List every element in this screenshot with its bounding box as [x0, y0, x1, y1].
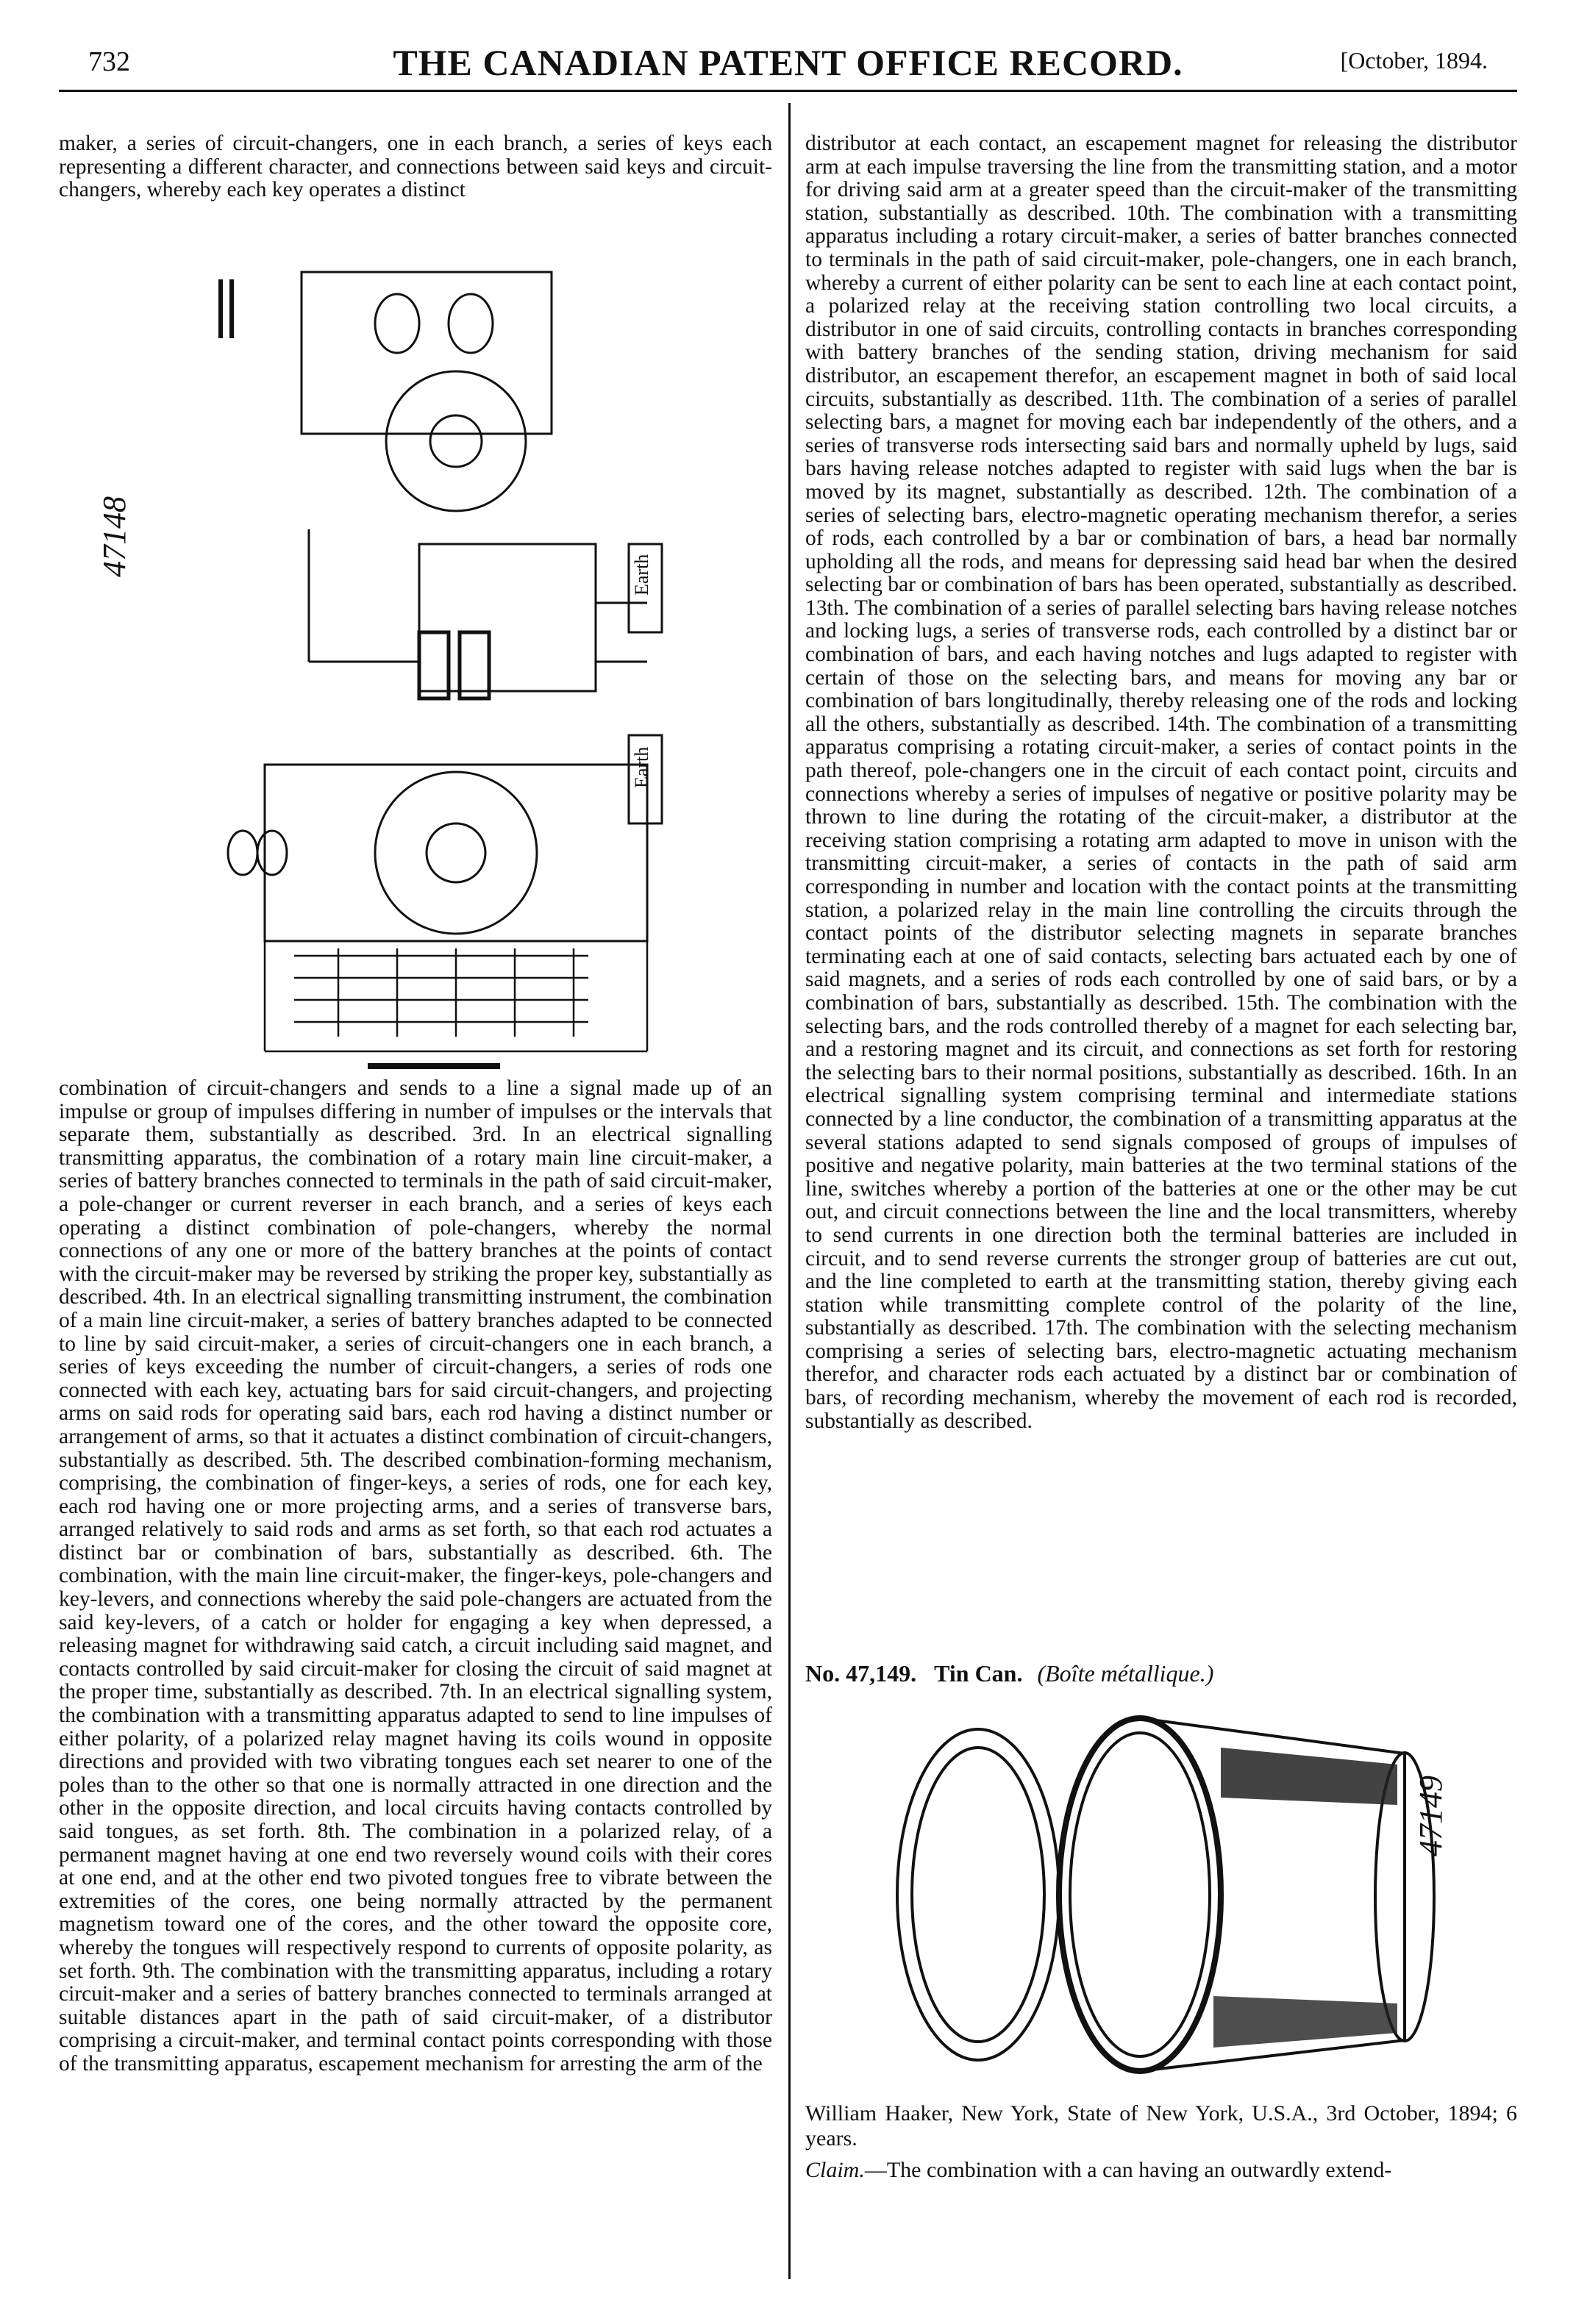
journal-title: THE CANADIAN PATENT OFFICE RECORD. — [393, 42, 1183, 83]
patent-drawing-47149 — [868, 1702, 1471, 2088]
page-header — [0, 0, 1576, 81]
patent-number: No. 47,149. — [805, 1660, 917, 1687]
left-column-top-text — [59, 132, 772, 202]
claim-text-paragraph: maker, a series of circuit-changers, one in each branch, a series of keys each representing a different character, and connections between said keys and circuit-changers, whereby each key operates a distinct — [59, 132, 772, 202]
earth-label-upper: Earth — [631, 554, 652, 596]
patent-heading-47149 — [805, 1660, 1517, 1687]
figure-number-label: 47148 — [96, 496, 132, 577]
patent-drawing-47148 — [96, 250, 691, 1081]
patent-title: Tin Can. — [934, 1660, 1023, 1687]
right-column-text — [805, 132, 1517, 1433]
can-lid — [897, 1729, 1059, 2060]
column-divider — [788, 103, 791, 2279]
earth-label-lower: Earth — [631, 746, 652, 788]
issue-date: [October, 1894. — [1340, 47, 1488, 74]
upper-circuit-maker-disc — [386, 371, 526, 511]
claim-label: Claim. — [805, 2158, 865, 2182]
claim-text-paragraph: distributor at each contact, an escapement magnet for releasing the distributor arm at each impulse traversing the line from the transmitting station, and a motor for driving said arm at a greater speed than the circuit-maker of the transmitting station, substantially as described. 10th. The combination with a transmitting apparatus including a rotary circuit-maker, a series of batter branches connected to terminals in the path of said circuit-maker, pole-changers, one in each branch, whereby a current of either polarity can be sent to each line at each contact point, a polarized relay at the receiving station controlling two local circuits, a distributor in one of said circuits, controlling contacts in branches corresponding with battery branches of the sending station, driving mechanism for said distributor, an escapement therefor, an escapement magnet in both of said local circuits, substantially as described. 11th. The combination of a series of parallel selecting bars, a magnet for moving each bar independently of the others, and a series of transverse rods intersecting said bars and normally upheld by lugs, said bars having release notches adapted to register with said lugs when the bar is moved by its magnet, substantially as described. 12th. The combination of a series of selecting bars, electro-magnetic operating mechanism therefor, a series of rods, each controlled by a bar or combination of bars, a head bar normally upholding all the rods, and means for depressing said head bar when the desired selecting bar or combination of bars has been operated, substantially as described. 13th. The combination of a series of parallel selecting bars having release notches and locking lugs, a series of transverse rods, each controlled by a distinct bar or combination of bars, and each having notches and lugs adapted to register with certain of those on the selecting bars, and means for moving any bar or combination of bars longitudinally, thereby releasing one of the rods and locking all the others, substantially as described. 14th. The combination of a transmitting apparatus comprising a rotating circuit-maker, a series of contact points in the path thereof, pole-changers one in the circuit of each contact point, circuits and connections whereby a series of impulses of negative or positive polarity may be thrown to line during the rotating of the circuit-maker, a distributor at the receiving station comprising a rotating arm adapted to move in unison with the transmitting circuit-maker, a series of contacts in the path of said arm corresponding in number and location with the contact points at the transmitting station, a polarized relay in the main line controlling the circuits through the contact points of the distributor selecting magnets in separate branches terminating each at one of said contacts, selecting bars actuated each by one of said magnets, and a series of rods each controlled by one of said bars, or by a combination of bars, substantially as described. 15th. The combination with the selecting bars, and the rods controlled thereby of a magnet for each selecting bar, and a restoring magnet and its circuit, and connections as set forth for restoring the selecting bars to their normal positions, substantially as described. 16th. In an electrical signalling system comprising terminal and intermediate stations connected by a line conductor, the combination of a transmitting apparatus at the several stations adapted to send signals composed of groups of impulses of positive and negative polarity, main batteries at the two terminal stations of the line, switches whereby a portion of the batteries at one or the other may be cut out, and circuit connections between the line and the local transmitters, whereby to send currents in one direction both the terminal batteries are included in circuit, and to send reverse currents the stronger group of batteries are cut out, and the line completed to earth at the transmitting station, thereby giving each station while transmitting complete control of the polarity of the line, substantially as described. 17th. The combination with the selecting mechanism comprising a series of selecting bars, electro-magnetic actuating mechanism therefor, and character rods each actuated by a distinct bar or combination of bars, of recording mechanism, whereby the movement of each rod is recorded, substantially as described. — [805, 132, 1517, 1433]
applicant-info: William Haaker, New York, State of New York, U.S.A., 3rd October, 1894; 6 years. — [805, 2101, 1517, 2150]
circuit-diagram — [177, 250, 691, 1081]
claim-start — [805, 2158, 1517, 2183]
patent-french-title: (Boîte métallique.) — [1037, 1660, 1214, 1687]
claim-text: —The combination with a can having an outwardly extend- — [864, 2158, 1392, 2182]
figure-number-label: 47149 — [1413, 1776, 1449, 1856]
page-number: 732 — [88, 46, 130, 77]
left-column-bottom-text — [59, 1077, 772, 2076]
claim-text-paragraph: combination of circuit-changers and sends to a line a signal made up of an impulse or group of impulses differing in number of impulses or the intervals that separate them, substantially as described. 3rd. In an electrical signalling transmitting apparatus, the combination of a rotary main line circuit-maker, a series of battery branches connected to terminals in the path of said circuit-maker, a pole-changer or current reverser in each branch, and a series of keys each operating a distinct combination of pole-changers, whereby the normal connections of any one or more of the battery branches at the points of contact with the circuit-maker may be reversed by striking the proper key, substantially as described. 4th. In an electrical signalling transmitting instrument, the combination of a main line circuit-maker, a series of battery branches adapted to be connected to line by said circuit-maker, a series of circuit-changers one in each branch, a series of keys exceeding the number of circuit-changers, a series of rods one connected with each key, actuating bars for said circuit-changers, and projecting arms on said rods for operating said bars, each rod having a distinct number or arrangement of arms, so that it actuates a distinct combination of circuit-changers, substantially as described. 5th. The described combination-forming mechanism, comprising, the combination of finger-keys, a series of rods, one for each key, each rod having one or more projecting arms, and a series of transverse bars, arranged relatively to said rods and arms as set forth, so that each rod actuates a distinct bar or combination of bars, substantially as described. 6th. The combination, with the main line circuit-maker, the finger-keys, pole-changers and key-levers, and connections whereby the said pole-changers are actuated from the said key-levers, of a catch or holder for engaging a key when depressed, a releasing magnet for withdrawing said catch, a circuit including said magnet, and contacts controlled by said circuit-maker for closing the circuit of said magnet at the proper time, substantially as described. 7th. In an electrical signalling system, the combination with a transmitting apparatus adapted to send to line impulses of either polarity, of a polarized relay magnet having its coils wound in opposite directions and provided with two vibrating tongues each set nearer to one of the poles than to the other so that one is normally attracted in one direction and the other in the opposite direction, and local circuits having contacts controlled by said tongues, as set forth. 8th. The combination in a polarized relay, of a permanent magnet having at one end two reversely wound coils with their cores at one end, and at the other end two pivoted tongues free to vibrate between the extremities of the cores, one being normally attracted by the permanent magnetism toward one of the cores, and the other toward the opposite core, whereby the tongues will respectively respond to currents of opposite polarity, as set forth. 9th. The combination with the transmitting apparatus, including a rotary circuit-maker and a series of battery branches connected to terminals arranged at suitable distances apart in the path of said circuit-maker, of a distributor comprising a circuit-maker, and terminal contact points corresponding with those of the transmitting apparatus, escapement mechanism for arresting the arm of the — [59, 1076, 772, 2075]
lower-circuit-maker-disc — [375, 772, 537, 934]
tin-can-drawing — [868, 1702, 1471, 2088]
can-rim — [1059, 1718, 1221, 2071]
header-rule — [59, 90, 1517, 92]
